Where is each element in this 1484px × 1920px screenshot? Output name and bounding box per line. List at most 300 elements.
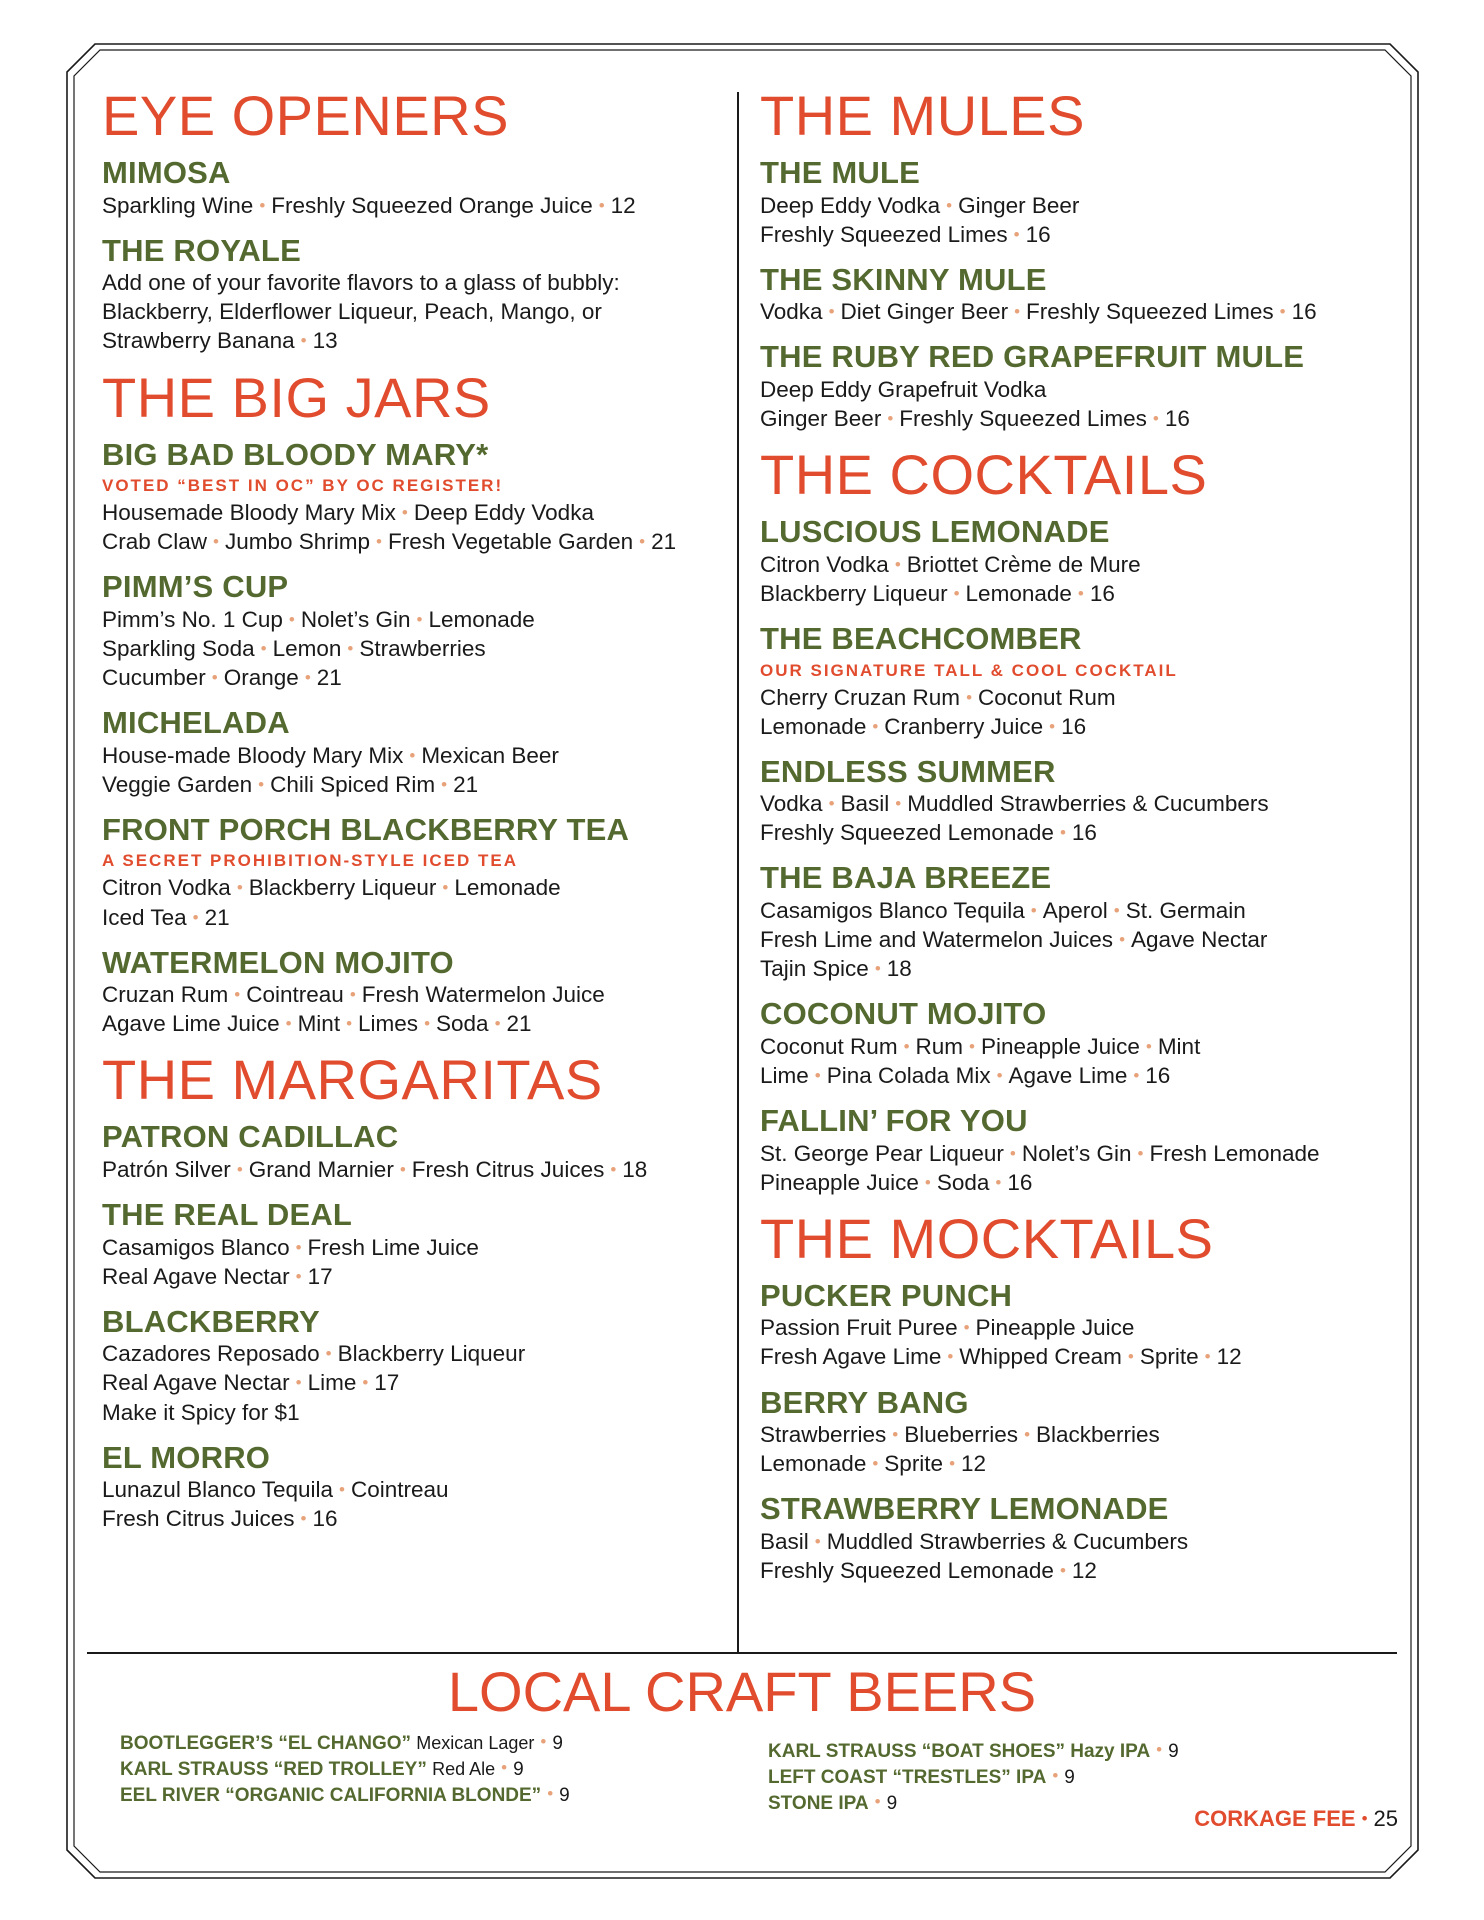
ingredient: 21 [506,1011,532,1037]
beer-name: LEFT COAST “TRESTLES” IPA [768,1767,1047,1788]
ingredient: Sparkling Wine [102,192,254,218]
item-name: THE RUBY RED GRAPEFRUIT MULE [760,339,1305,375]
ingredient: Lemonade [428,606,535,632]
beer-price: 9 [1064,1767,1075,1788]
item-description-line [102,1233,722,1262]
item-description-line [760,789,1400,818]
beer-name: KARL STRAUSS “BOAT SHOES” Hazy IPA [768,1741,1151,1762]
item-description-line [102,663,722,692]
bullet-dot-icon: • [259,195,266,215]
ingredient: Nolet’s Gin [1021,1140,1132,1166]
bullet-dot-icon: • [814,1531,821,1551]
ingredient: Pineapple Juice [975,1315,1135,1341]
bullet-dot-icon: • [211,668,218,687]
ingredient: Vodka [760,791,823,817]
bullet-dot-icon: • [399,1159,406,1179]
menu-section [102,365,722,1039]
menu-item [760,156,1400,249]
bullet-dot-icon: • [234,985,241,1005]
ingredient: St. Germain [1125,898,1246,924]
bullet-dot-icon: • [1133,1065,1140,1085]
ingredient: Fresh Lime and Watermelon Juices [760,927,1114,953]
ingredient: Muddled Strawberries & Cucumbers [826,1528,1189,1554]
beer-item [120,1756,570,1782]
ingredient: Fresh Citrus Juices [102,1506,295,1532]
ingredient: Real Agave Nectar [102,1370,290,1396]
ingredient: Muddled Strawberries & Cucumbers [907,791,1269,817]
item-description-line [760,925,1400,954]
ingredient: Mint [297,1011,341,1037]
right-menu-column [760,80,1400,1599]
ingredient: Crab Claw [102,529,208,555]
bullet-dot-icon: • [828,794,835,814]
item-tagline: VOTED “BEST IN OC” BY OC REGISTER! [102,476,504,496]
item-description-line [102,634,722,663]
ingredient: Jumbo Shrimp [224,529,371,555]
beer-item [768,1764,1179,1790]
bullet-dot-icon: • [946,195,953,215]
item-description-line [102,980,722,1009]
item-name: THE BEACHCOMBER [760,620,1082,656]
item-name: THE BAJA BREEZE [760,860,1052,896]
ingredient: Lime [760,1062,809,1088]
ingredient: Blackberry Liqueur [337,1341,526,1367]
ingredient: Agave Lime [1008,1062,1128,1088]
item-name: BIG BAD BLOODY MARY* [102,436,489,472]
ingredient: Nolet’s Gin [300,606,411,632]
bullet-dot-icon: • [346,1014,353,1034]
bullet-dot-icon: • [895,794,902,814]
ingredient: Casamigos Blanco Tequila [760,898,1025,924]
item-description-line [102,1339,722,1368]
item-description-line [760,1420,1400,1449]
corkage-fee [1194,1806,1398,1832]
ingredient: 16 [1164,406,1190,432]
ingredient: 16 [1071,820,1097,846]
menu-item [102,156,722,220]
item-description-line [760,1139,1400,1168]
ingredient: Soda [936,1169,990,1195]
bullet-dot-icon: • [598,195,605,215]
ingredient: Blackberry Liqueur [248,875,437,901]
ingredient: Sparkling Soda [102,635,255,661]
beer-style: Red Ale [432,1759,496,1779]
item-description-line [760,1168,1400,1197]
beer-price: 9 [886,1793,898,1814]
ingredient: Basil [760,1528,809,1554]
ingredient: Vodka [760,299,823,325]
beer-section-divider [87,1652,1397,1654]
ingredient: 21 [651,529,677,555]
bullet-dot-icon: • [1145,1036,1152,1056]
beer-list-left [120,1730,570,1808]
bullet-dot-icon: • [1009,1143,1016,1163]
ingredient: Cointreau [246,982,344,1008]
bullet-dot-icon: • [996,1065,1003,1085]
bullet-dot-icon: • [236,878,243,898]
bullet-dot-icon: • [1361,1809,1368,1828]
item-name: THE SKINNY MULE [760,261,1047,297]
bullet-dot-icon: • [963,1318,970,1338]
ingredient: Sprite [884,1451,944,1477]
ingredient: Mexican Beer [421,742,559,768]
beer-style: Mexican Lager [416,1733,535,1753]
ingredient: Passion Fruit Puree [760,1315,958,1341]
item-description-line [102,527,722,556]
ingredient: Blueberries [904,1422,1019,1448]
ingredient: Aperol [1042,898,1108,924]
item-description-line [102,1475,722,1504]
item-name: BERRY BANG [760,1384,969,1420]
bullet-dot-icon: • [1059,1560,1066,1580]
bullet-dot-icon: • [1204,1347,1211,1367]
menu-item [760,755,1400,848]
item-description-line [102,1368,722,1397]
item-description-line [102,873,722,902]
ingredient: Agave Nectar [1131,927,1268,953]
item-description-line [102,326,722,355]
bullet-dot-icon: • [874,1792,881,1811]
beer-item [120,1730,570,1756]
ingredient: 21 [316,665,342,690]
ingredient: Freshly Squeezed Orange Juice [271,192,593,218]
bullet-dot-icon: • [442,878,449,898]
item-description-line [102,605,722,634]
ingredient: Cointreau [350,1477,449,1503]
bullet-dot-icon: • [949,1454,956,1474]
ingredient: 16 [1089,580,1115,606]
section-title: THE BIG JARS [102,365,491,429]
ingredient: 16 [312,1506,338,1532]
ingredient: Soda [436,1011,489,1037]
ingredient: Cranberry Juice [884,713,1044,739]
menu-item [760,622,1400,741]
bullet-dot-icon: • [966,687,973,707]
item-description-line [102,770,722,799]
item-description-line [760,896,1400,925]
menu-item [102,1441,722,1534]
item-description-line [102,1262,722,1291]
bullet-dot-icon: • [1013,224,1020,244]
ingredient: Lunazul Blanco Tequila [102,1477,334,1503]
menu-section [102,84,722,356]
ingredient: 12 [1071,1557,1097,1583]
beer-name: EEL RIVER “ORGANIC CALIFORNIA BLONDE” [120,1785,542,1806]
bullet-dot-icon: • [1059,823,1066,843]
ingredient: Cazadores Reposado [102,1341,320,1367]
bullet-dot-icon: • [409,745,416,765]
bullet-dot-icon: • [874,959,881,979]
item-description-line [760,1061,1400,1090]
ingredient: Lemon [272,635,342,661]
ingredient: Blackberries [1036,1422,1160,1448]
ingredient: Agave Lime Juice [102,1011,280,1037]
ingredient: 12 [1216,1344,1242,1370]
bullet-dot-icon: • [872,1454,879,1474]
section-title: THE COCKTAILS [760,443,1208,507]
ingredient: Ginger Beer [958,192,1080,218]
bullet-dot-icon: • [1014,302,1021,322]
ingredient: Pineapple Juice [980,1033,1140,1059]
section-title: THE MULES [760,84,1085,147]
ingredient: 21 [453,771,479,797]
ingredient: Fresh Lime Juice [307,1234,479,1260]
ingredient: Fresh Watermelon Juice [361,982,605,1008]
bullet-dot-icon: • [192,907,199,927]
ingredient: Blackberry Liqueur [760,580,948,606]
bullet-dot-icon: • [288,609,295,629]
ingredient: 16 [1145,1062,1171,1088]
ingredient: Real Agave Nectar [102,1263,290,1289]
menu-item [760,997,1400,1090]
bullet-dot-icon: • [953,583,960,603]
item-description-line [760,818,1400,847]
item-name: STRAWBERRY LEMONADE [760,1491,1169,1527]
bullet-dot-icon: • [1049,716,1056,736]
ingredient: Grand Marnier [248,1156,394,1182]
item-name: THE REAL DEAL [102,1197,353,1232]
ingredient: 16 [1291,299,1317,325]
ingredient: Limes [358,1011,419,1037]
item-description-line [760,1527,1400,1556]
ingredient: 16 [1025,221,1051,247]
item-name: WATERMELON MOJITO [102,944,454,980]
menu-section [760,443,1400,1197]
ingredient: Fresh Agave Lime [760,1344,942,1370]
ingredient: 21 [204,904,230,930]
item-name: MIMOSA [102,155,231,190]
beer-item [768,1738,1179,1764]
ingredient: Coconut Rum [760,1033,898,1059]
item-description-line [760,1556,1400,1585]
ingredient: Mint [1157,1033,1201,1059]
ingredient: 18 [886,956,912,982]
menu-item [102,438,722,557]
bullet-dot-icon: • [639,532,646,552]
bullet-dot-icon: • [260,638,267,658]
item-description-line [760,1449,1400,1478]
left-menu-column [102,80,722,1547]
bullet-dot-icon: • [1152,409,1159,429]
bullet-dot-icon: • [494,1014,501,1034]
ingredient: Pina Colada Mix [826,1062,991,1088]
item-description-line [760,1313,1400,1342]
menu-item [102,1305,722,1427]
beer-name: BOOTLEGGER’S “EL CHANGO” [120,1733,412,1754]
ingredient: Deep Eddy Vodka [413,500,594,526]
ingredient: Citron Vodka [760,551,889,577]
item-description-line [760,579,1400,608]
item-description-line [760,404,1400,433]
bullet-dot-icon: • [540,1732,547,1751]
bullet-dot-icon: • [814,1065,821,1085]
bullet-dot-icon: • [295,1373,302,1393]
bullet-dot-icon: • [995,1172,1002,1192]
section-title: THE MOCKTAILS [760,1206,1214,1270]
ingredient: Lemonade [454,875,561,901]
bullet-dot-icon: • [325,1344,332,1364]
menu-section [760,84,1400,433]
ingredient: Deep Eddy Vodka [760,192,941,218]
beer-price: 9 [513,1759,524,1780]
bullet-dot-icon: • [300,1509,307,1529]
item-name: EL MORRO [102,1439,271,1475]
item-description-line [760,683,1400,712]
bullet-dot-icon: • [416,609,423,629]
item-description-line [102,1155,722,1184]
menu-item [102,1198,722,1291]
ingredient: Briottet Crème de Mure [906,551,1141,577]
ingredient: Basil [840,791,890,817]
item-description-line [102,191,722,220]
ingredient: Freshly Squeezed Lemonade [760,1557,1054,1583]
ingredient: Lemonade [760,713,867,739]
bullet-dot-icon: • [501,1758,508,1777]
bullet-dot-icon: • [1024,1425,1031,1445]
menu-item [760,340,1400,433]
menu-item [102,706,722,799]
ingredient: Rum [915,1033,964,1059]
item-name: PATRON CADILLAC [102,1119,399,1155]
bullet-dot-icon: • [295,1237,302,1257]
beers-section-title: LOCAL CRAFT BEERS [447,1660,1037,1723]
bullet-dot-icon: • [828,302,835,322]
bullet-dot-icon: • [362,1373,369,1393]
ingredient: Veggie Garden [102,771,253,797]
bullet-dot-icon: • [401,503,408,523]
menu-item [760,263,1400,327]
bullet-dot-icon: • [892,1425,899,1445]
ingredient: Freshly Squeezed Lemonade [760,820,1054,846]
beer-name: KARL STRAUSS “RED TROLLEY” [120,1759,427,1780]
item-name: COCONUT MOJITO [760,996,1047,1032]
item-description-line [102,1504,722,1533]
bullet-dot-icon: • [887,409,894,429]
bullet-dot-icon: • [894,554,901,574]
ingredient: 16 [1007,1169,1033,1195]
item-description-line [760,550,1400,579]
bullet-dot-icon: • [610,1159,617,1179]
ingredient: Freshly Squeezed Limes [760,221,1008,247]
bullet-dot-icon: • [1279,302,1286,322]
bullet-dot-icon: • [236,1159,243,1179]
bullet-dot-icon: • [1156,1740,1163,1759]
bullet-dot-icon: • [969,1036,975,1056]
ingredient: Cucumber [102,665,206,690]
bullet-dot-icon: • [258,774,265,794]
bullet-dot-icon: • [339,1480,345,1500]
item-description-line [760,712,1400,741]
ingredient: Iced Tea [102,904,187,930]
ingredient: Pineapple Juice [760,1169,919,1195]
bullet-dot-icon: • [285,1014,292,1034]
ingredient: Add one of your favorite flavors to a glass of bubbly: [102,270,620,296]
beer-name: STONE IPA [768,1793,869,1814]
ingredient: Lime [307,1370,357,1396]
item-description-line [760,1342,1400,1371]
ingredient: 16 [1061,713,1087,739]
ingredient: St. George Pear Liqueur [760,1140,1004,1166]
bullet-dot-icon: • [295,1266,302,1286]
bullet-dot-icon: • [349,985,356,1005]
item-description-line [102,903,722,932]
ingredient: Housemade Bloody Mary Mix [102,500,396,526]
item-name: THE MULE [760,155,921,190]
bullet-dot-icon: • [1137,1143,1144,1163]
menu-item [760,1386,1400,1479]
item-description-line [760,220,1400,249]
item-name: ENDLESS SUMMER [760,753,1056,789]
ingredient: Tajin Spice [760,956,869,982]
ingredient: Strawberries [359,635,486,661]
ingredient: Orange [223,665,299,690]
bullet-dot-icon: • [424,1014,431,1034]
item-description-line [760,191,1400,220]
item-description-line [102,1398,722,1427]
menu-item [102,813,722,932]
bullet-dot-icon: • [1052,1766,1059,1785]
ingredient: 17 [374,1370,400,1396]
beer-list-right [768,1738,1179,1816]
ingredient: Whipped Cream [959,1344,1122,1370]
section-title: THE MARGARITAS [102,1048,603,1112]
item-name: THE ROYALE [102,232,301,268]
item-name: PUCKER PUNCH [760,1277,1013,1313]
item-description-line [760,1032,1400,1061]
bullet-dot-icon: • [1119,930,1126,950]
item-description-line [102,1009,722,1038]
menu-item [760,515,1400,608]
item-name: FRONT PORCH BLACKBERRY TEA [102,811,630,847]
item-description-line [102,268,722,297]
menu-section [102,1048,722,1533]
bullet-dot-icon: • [300,331,307,351]
menu-item [760,861,1400,983]
bullet-dot-icon: • [1077,583,1084,603]
menu-item [760,1279,1400,1372]
ingredient: Cherry Cruzan Rum [760,684,961,710]
item-description-line [760,954,1400,983]
ingredient: Fresh Vegetable Garden [388,529,634,555]
menu-item [102,234,722,356]
ingredient: 13 [312,328,338,354]
corkage-fee-label: CORKAGE FEE [1194,1806,1356,1831]
menu-item [102,570,722,692]
beer-item [120,1782,570,1808]
item-name: PIMM’S CUP [102,569,289,605]
item-name: MICHELADA [102,705,290,741]
beer-item [768,1790,1179,1816]
menu-item [102,1120,722,1184]
ingredient: Blackberry, Elderflower Liqueur, Peach, Mango, or [102,299,602,325]
ingredient: House-made Bloody Mary Mix [102,742,404,768]
bullet-dot-icon: • [441,774,448,794]
ingredient: Freshly Squeezed Limes [1026,299,1274,325]
ingredient: 12 [961,1451,987,1477]
beer-price: 9 [1168,1741,1179,1762]
bullet-dot-icon: • [903,1036,910,1056]
ingredient: 17 [307,1263,333,1289]
menu-item [102,946,722,1039]
ingredient: Deep Eddy Grapefruit Vodka [760,377,1047,403]
ingredient: Fresh Lemonade [1149,1140,1320,1166]
item-tagline: OUR SIGNATURE TALL & COOL COCKTAIL [760,660,1178,680]
item-description-line [102,498,722,527]
beer-price: 9 [552,1733,563,1754]
bullet-dot-icon: • [1030,901,1037,921]
bullet-dot-icon: • [947,1347,954,1367]
ingredient: Lemonade [965,580,1072,606]
